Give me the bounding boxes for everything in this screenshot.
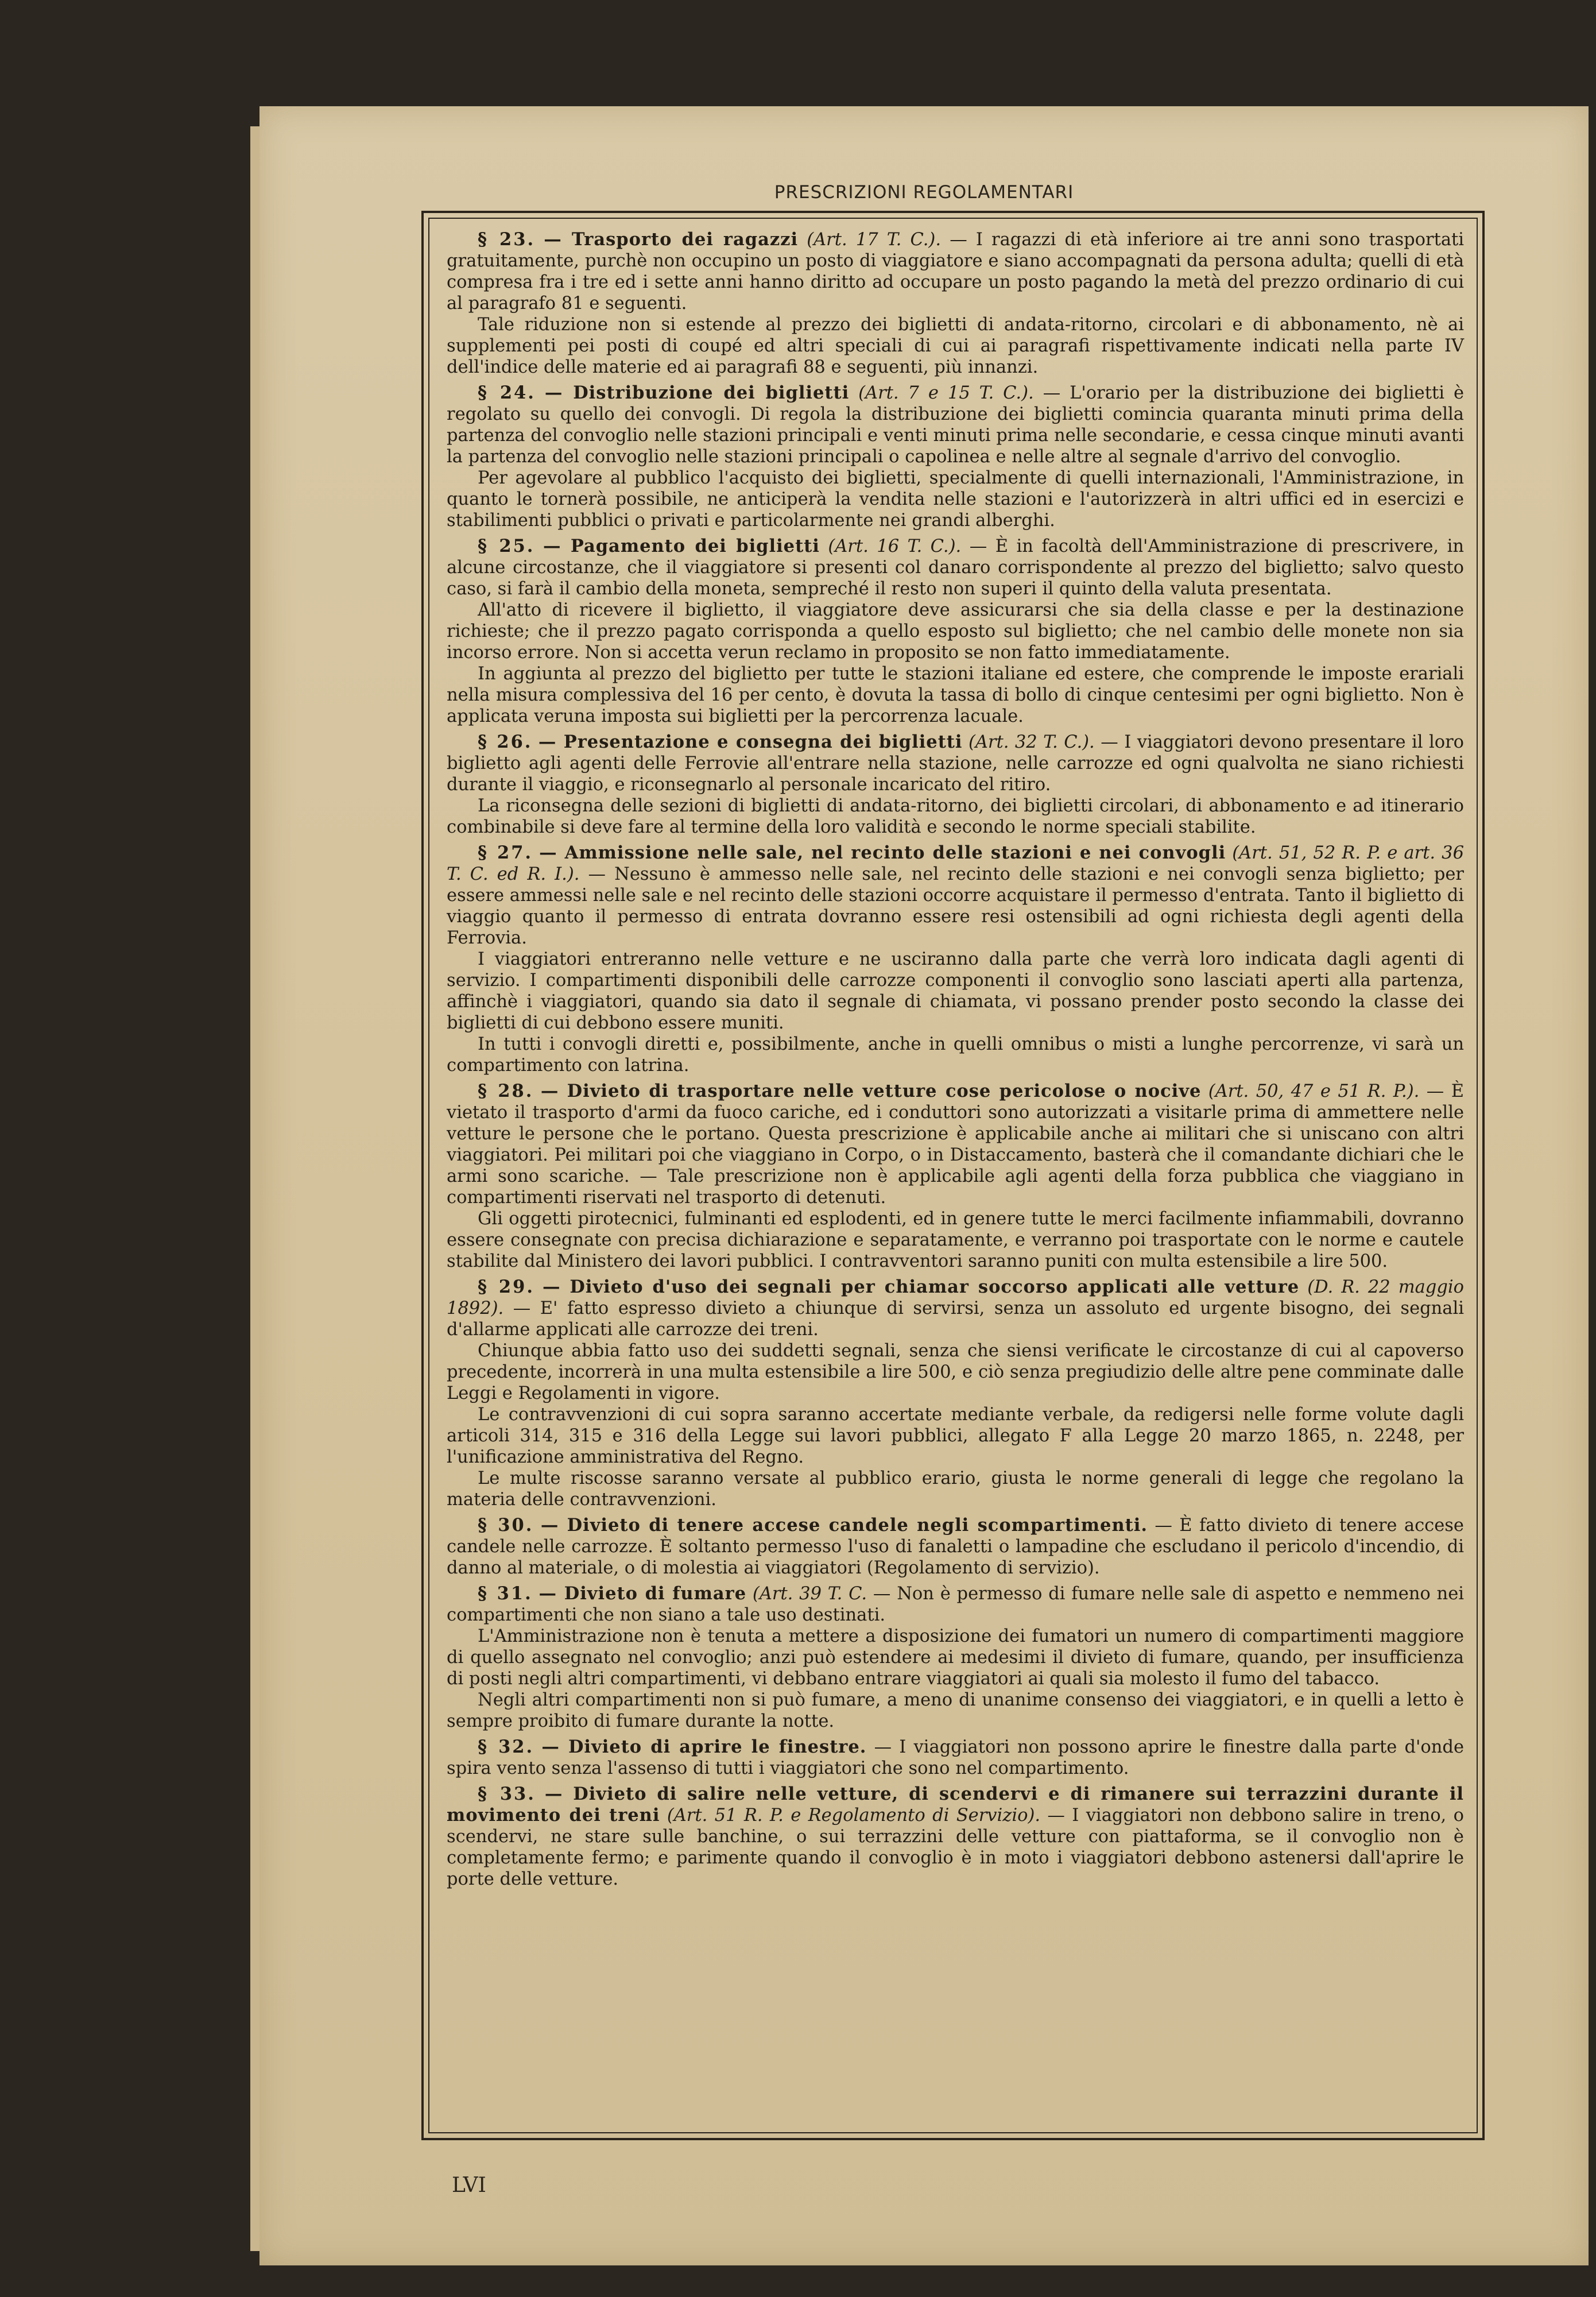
section-number: § 33. — [478, 1784, 536, 1804]
running-head: PRESCRIZIONI REGOLAMENTARI — [774, 182, 1074, 203]
section-lead-paragraph — [447, 842, 1464, 949]
page-number: LVI — [452, 2174, 486, 2197]
section-number: § 31. — [478, 1583, 533, 1604]
section — [447, 1784, 1464, 1890]
section-lead-paragraph — [447, 382, 1464, 467]
paragraph-text: Chiunque abbia fatto uso dei suddetti segnali, senza che siensi verificate le circostanze di cui al capoverso precedente, incorrerà in una multa estensibile a lire 500, e ciò senza pregiudizio delle altre pene comminate dalle Leggi e Regolamenti in vigore. — [447, 1341, 1464, 1403]
paragraph-text: — L'orario per la distribuzione dei biglietti è regolato su quello dei convogli. Di regola la distribuzione dei biglietti comincia quaranta minuti prima della partenza del convoglio nelle stazioni principali e venti minuti prima nelle secondarie, e cessa cinque minuti avanti la partenza del convoglio nelle stazioni principali o capolinea e nelle altre al segnale d'arrivo del convoglio. — [447, 383, 1465, 467]
paragraph-text: Le multe riscosse saranno versate al pubblico erario, giusta le norme generali di legge che regolano la materia delle contravvenzioni. — [447, 1468, 1464, 1510]
section — [447, 842, 1464, 1076]
section-number: § 23. — [478, 229, 536, 250]
section — [447, 732, 1464, 838]
paragraph-text: — E' fatto espresso divieto a chiunque di servirsi, senza un assoluto ed urgente bisogno, dei segnali d'allarme applicati alle carrozze dei treni. — [447, 1298, 1464, 1340]
section-reference: (Art. 39 T. C. — [752, 1584, 867, 1604]
section-number: § 26. — [478, 732, 533, 752]
section-paragraph — [447, 1468, 1464, 1510]
text-frame — [421, 211, 1485, 2140]
section — [447, 1081, 1464, 1272]
section — [447, 1583, 1464, 1732]
text-body — [428, 218, 1478, 2133]
paragraph-text: L'Amministrazione non è tenuta a mettere a disposizione dei fumatori un numero di compartimenti maggiore di quello assegnato nel convoglio; anzi può estendere ai medesimi il divieto di fumare, quando, per insufficienza di posti negli altri compartimenti, vi debbano entrare viaggiatori ai quali sia molesto il fumo del tabacco. — [447, 1626, 1464, 1689]
section-number: § 29. — [478, 1277, 534, 1297]
section-title: — Divieto di aprire le finestre. — [541, 1737, 867, 1757]
section-reference: (Art. 51, 52 R. P. e art. 36 T. C. ed R. I.). — [447, 843, 1464, 884]
paragraph-text: — I viaggiatori non debbono salire in treno, o scendervi, ne stare sulle banchine, o sui terrazzini delle vetture con piattaforma, se il convoglio non è completamente fermo; e parimente quando il convoglio è in moto i viaggiatori debbono astenersi dall'aprire le porte delle vetture. — [447, 1805, 1464, 1889]
section-paragraph — [447, 600, 1464, 663]
section-title: — Ammissione nelle sale, nel recinto delle stazioni e nei convogli — [539, 842, 1226, 863]
section-title: — Divieto di fumare — [539, 1583, 747, 1604]
section-number: § 25. — [478, 536, 535, 556]
paragraph-text: — I viaggiatori non possono aprire le finestre dalla parte d'onde spira vento senza l'assenso di tutti i viaggiatori che sono nel compartimento. — [447, 1737, 1464, 1778]
section-reference: (Art. 16 T. C.). — [828, 536, 962, 556]
section-reference: (Art. 7 e 15 T. C.). — [858, 383, 1034, 403]
section-lead-paragraph — [447, 1081, 1464, 1208]
section-reference: (Art. 51 R. P. e Regolamento di Servizio). — [667, 1805, 1041, 1826]
paragraph-text: — È vietato il trasporto d'armi da fuoco cariche, ed i conduttori sono autorizzati a visitarle prima di ammettere nelle vetture le persone che le portano. Questa prescrizione è applicabile anche ai militari che si uniscano con altri viaggiatori. Pei militari poi che viaggiano in Corpo, o in Distaccamento, basterà che il comandante dichiari che le armi sono scariche. — Tale prescrizione non è applicabile agli agenti della forza pubblica che viaggiano in compartimenti riservati nel trasporto di detenuti. — [447, 1081, 1464, 1208]
section-lead-paragraph — [447, 536, 1464, 600]
section — [447, 1737, 1464, 1779]
section-reference: (D. R. 22 maggio 1892). — [447, 1277, 1464, 1318]
document-page — [259, 106, 1589, 2265]
paragraph-text: — I ragazzi di età inferiore ai tre anni sono trasportati gratuitamente, purchè non occupino un posto di viaggiatore e siano accompagnati da persona adulta; quelli di età compresa fra i tre ed i sette anni hanno diritto ad occupare un posto pagando la metà del prezzo ordinario di cui al paragrafo 81 e seguenti. — [447, 230, 1465, 314]
section-paragraph — [447, 1034, 1464, 1076]
section-lead-paragraph — [447, 1277, 1464, 1340]
paragraph-text: — Non è permesso di fumare nelle sale di aspetto e nemmeno nei compartimenti che non siano a tale uso destinati. — [447, 1584, 1465, 1625]
section-number: § 27. — [478, 842, 533, 863]
section-paragraph — [447, 663, 1464, 727]
section-paragraph — [447, 1340, 1464, 1404]
section-title: — Pagamento dei biglietti — [543, 536, 820, 556]
section-lead-paragraph — [447, 732, 1464, 795]
paragraph-text: Tale riduzione non si estende al prezzo dei biglietti di andata-ritorno, circolari e di abbonamento, nè ai supplementi pei posti di coupé ed altri speciali di cui ai paragrafi rispettivamente indicati nella parte IV dell'indice delle materie ed ai paragrafi 88 e seguenti, più innanzi. — [447, 315, 1464, 377]
paragraph-text: Negli altri compartimenti non si può fumare, a meno di unanime consenso dei viaggiatori, e in quelli a letto è sempre proibito di fumare durante la notte. — [447, 1690, 1464, 1731]
section — [447, 536, 1464, 727]
section-title: — Divieto di salire nelle vetture, di scendervi e di rimanere sui terrazzini durante il movimento dei treni — [447, 1784, 1464, 1826]
section-number: § 28. — [478, 1081, 534, 1101]
section-paragraph — [447, 1626, 1464, 1689]
paragraph-text: All'atto di ricevere il biglietto, il viaggiatore deve assicurarsi che sia della classe e per la destinazione richieste; che il prezzo pagato corrisponda a quello esposto sul biglietto; che nel cambio delle monete non sia incorso errore. Non si accetta verun reclamo in proposito se non fatto immediatamente. — [447, 600, 1464, 663]
paragraph-text: In tutti i convogli diretti e, possibilmente, anche in quelli omnibus o misti a lunghe percorrenze, vi sarà un compartimento con latrina. — [447, 1034, 1464, 1076]
paragraph-text: — I viaggiatori devono presentare il loro biglietto agli agenti delle Ferrovie all'entrare nella stazione, nelle carrozze ed ogni qualvolta ne siano richiesti durante il viaggio, e riconsegnarlo al personale incaricato del ritiro. — [447, 732, 1465, 795]
section-lead-paragraph — [447, 1784, 1464, 1890]
section-title: — Divieto d'uso dei segnali per chiamar soccorso applicati alle vetture — [542, 1277, 1300, 1297]
section-paragraph — [447, 795, 1464, 838]
section-reference: (Art. 17 T. C.). — [807, 230, 942, 250]
section-number: § 24. — [478, 382, 536, 403]
section — [447, 1515, 1464, 1579]
section-lead-paragraph — [447, 1583, 1464, 1626]
section-title: — Distribuzione dei biglietti — [544, 382, 850, 403]
section-paragraph — [447, 1208, 1464, 1272]
paragraph-text: La riconsegna delle sezioni di biglietti di andata-ritorno, dei biglietti circolari, di abbonamento e ad itinerario combinabile si deve fare al termine della loro validità e secondo le norme speciali stabilite. — [447, 796, 1464, 837]
section-paragraph — [447, 1689, 1464, 1732]
section-paragraph — [447, 949, 1464, 1034]
section-lead-paragraph — [447, 1737, 1464, 1779]
section-title: — Presentazione e consegna dei biglietti — [538, 732, 963, 752]
section-title: — Trasporto dei ragazzi — [544, 229, 799, 250]
section-title: — Divieto di trasportare nelle vetture cose pericolose o nocive — [540, 1081, 1202, 1101]
paragraph-text: Per agevolare al pubblico l'acquisto dei biglietti, specialmente di quelli internazionali, l'Amministrazione, in quanto le tornerà possibile, ne anticiperà la vendita nelle stazioni e l'autorizzerà in altri uffici ed in esercizi e stabilimenti pubblici o privati e particolarmente nei grandi alberghi. — [447, 468, 1464, 531]
section-number: § 30. — [478, 1515, 534, 1536]
section-paragraph — [447, 467, 1464, 531]
section — [447, 1277, 1464, 1510]
paragraph-text: — È in facoltà dell'Amministrazione di prescrivere, in alcune circostanze, che il viaggiatore si presenti col danaro corrispondente al prezzo del biglietto; salvo questo caso, si farà il cambio della moneta, sempreché il resto non superi il quinto della valuta presentata. — [447, 536, 1464, 599]
section-lead-paragraph — [447, 1515, 1464, 1579]
section — [447, 382, 1464, 531]
paragraph-text: Gli oggetti pirotecnici, fulminanti ed esplodenti, ed in genere tutte le merci facilmente infiammabili, dovranno essere consegnate con precisa dichiarazione e separatamente, e verranno poi trasportate con le norme e cautele stabilite dal Ministero dei lavori pubblici. I contravventori saranno puniti con multa estensibile a lire 500. — [447, 1209, 1464, 1271]
section-number: § 32. — [478, 1737, 534, 1757]
paragraph-text: In aggiunta al prezzo del biglietto per tutte le stazioni italiane ed estere, che comprende le imposte erariali nella misura complessiva del 16 per cento, è dovuta la tassa di bollo di cinque centesimi per ogni biglietto. Non è applicata veruna imposta sui biglietti per la percorrenza lacuale. — [447, 664, 1464, 726]
paragraph-text: — Nessuno è ammesso nelle sale, nel recinto delle stazioni e nei convogli senza biglietto; per essere ammessi nelle sale e nel recinto delle stazioni occorre acquistare il permesso d'entrata. Tanto il biglietto di viaggio quanto il permesso di entrata dovranno essere resi ostensibili ad ogni richiesta degli agenti della Ferrovia. — [447, 864, 1464, 948]
section-title: — Divieto di tenere accese candele negli scompartimenti. — [540, 1515, 1148, 1536]
section-lead-paragraph — [447, 229, 1464, 314]
section-paragraph — [447, 314, 1464, 378]
section — [447, 229, 1464, 378]
paragraph-text: Le contravvenzioni di cui sopra saranno accertate mediante verbale, da redigersi nelle forme volute dagli articoli 314, 315 e 316 della Legge sui lavori pubblici, allegato F alla Legge 20 marzo 1865, n. 2248, per l'unificazione amministrativa del Regno. — [447, 1405, 1464, 1467]
section-reference: (Art. 50, 47 e 51 R. P.). — [1208, 1081, 1420, 1101]
paragraph-text: — È fatto divieto di tenere accese candele nelle carrozze. È soltanto permesso l'uso di fanaletti o lampadine che escludano il pericolo d'incendio, di danno al materiale, o di molestia ai viaggiatori (Regolamento di servizio). — [447, 1515, 1464, 1578]
section-paragraph — [447, 1404, 1464, 1468]
paragraph-text: I viaggiatori entreranno nelle vetture e ne usciranno dalla parte che verrà loro indicata dagli agenti di servizio. I compartimenti disponibili delle carrozze componenti il convoglio sono lasciati aperti alla partenza, affinchè i viaggiatori, quando sia dato il segnale di chiamata, vi possano prender posto secondo la classe dei biglietti di cui debbono essere muniti. — [447, 949, 1464, 1033]
section-reference: (Art. 32 T. C.). — [968, 732, 1095, 752]
